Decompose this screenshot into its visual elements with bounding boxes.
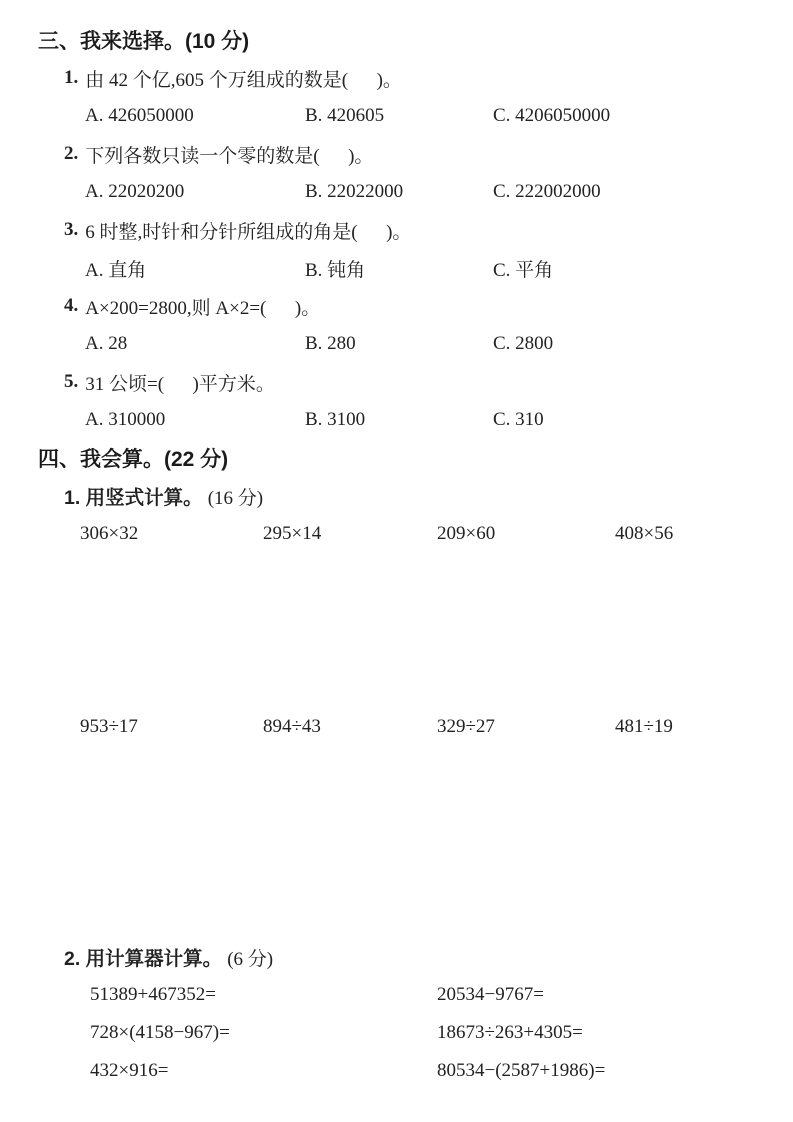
question-2-option-a: A. 22020200	[85, 181, 185, 202]
question-4-options	[0, 325, 793, 363]
expression: 18673÷263+4305=	[437, 1022, 583, 1043]
vertical-calc-row-multiplication	[0, 515, 793, 553]
question-5-stem	[0, 363, 793, 401]
vertical-calc-row-division	[0, 708, 793, 746]
choice-section-heading-text: 三、我来选择。(10 分)	[38, 30, 250, 53]
question-2-number: 2.	[64, 143, 79, 164]
question-1-stem	[0, 59, 793, 97]
question-4-option-a: A. 28	[85, 333, 128, 354]
question-4-option-b: B. 280	[305, 333, 356, 354]
expression: 306×32	[80, 523, 139, 544]
question-1-text: 由 42 个亿,605 个万组成的数是( )。	[85, 69, 402, 91]
question-3-number: 3.	[64, 219, 79, 240]
expression: 80534−(2587+1986)=	[437, 1060, 606, 1081]
choice-section-heading	[0, 21, 793, 59]
expression: 20534−9767=	[437, 984, 544, 1005]
vertical-calc-title-text: 1. 用竖式计算。	[64, 487, 203, 509]
calc-section-heading	[0, 439, 793, 477]
calculator-row-2	[0, 1014, 793, 1052]
question-4-number: 4.	[64, 295, 79, 316]
question-3-text: 6 时整,时针和分针所组成的角是( )。	[85, 221, 412, 243]
question-2-stem	[0, 135, 793, 173]
expression: 51389+467352=	[90, 984, 216, 1005]
expression: 728×(4158−967)=	[90, 1022, 230, 1043]
question-5-number: 5.	[64, 371, 79, 392]
expression: 953÷17	[80, 716, 138, 737]
question-5-options	[0, 401, 793, 439]
question-5-option-c: C. 310	[493, 409, 544, 430]
expression: 894÷43	[263, 716, 321, 737]
question-2-option-c: C. 222002000	[493, 181, 601, 202]
expression: 329÷27	[437, 716, 495, 737]
calculator-calc-score: (6 分)	[227, 948, 274, 970]
vertical-calc-title	[0, 477, 793, 515]
question-2-option-b: B. 22022000	[305, 181, 404, 202]
question-3-option-b: B. 钝角	[305, 259, 366, 281]
question-5-option-a: A. 310000	[85, 409, 166, 430]
expression: 432×916=	[90, 1060, 169, 1081]
question-1-option-b: B. 420605	[305, 105, 385, 126]
question-4-stem	[0, 287, 793, 325]
question-1-option-c: C. 4206050000	[493, 105, 611, 126]
question-3-option-a: A. 直角	[85, 259, 147, 281]
question-3-options	[0, 249, 793, 287]
question-2-text: 下列各数只读一个零的数是( )。	[85, 145, 374, 167]
question-2-options	[0, 173, 793, 211]
question-1-number: 1.	[64, 67, 79, 88]
expression: 295×14	[263, 523, 322, 544]
vertical-calc-score: (16 分)	[207, 487, 264, 509]
question-3-option-c: C. 平角	[493, 259, 554, 281]
question-4-text: A×200=2800,则 A×2=( )。	[85, 297, 321, 319]
question-4-option-c: C. 2800	[493, 333, 554, 354]
calculator-calc-title-text: 2. 用计算器计算。	[64, 948, 223, 970]
question-5-text: 31 公顷=( )平方米。	[85, 373, 275, 395]
calculator-row-3	[0, 1052, 793, 1090]
expression: 481÷19	[615, 716, 673, 737]
calculator-row-1	[0, 976, 793, 1014]
expression: 408×56	[615, 523, 674, 544]
calc-section-heading-text: 四、我会算。(22 分)	[38, 448, 229, 471]
expression: 209×60	[437, 523, 496, 544]
calculator-calc-title	[0, 938, 793, 976]
question-3-stem	[0, 211, 793, 249]
question-1-option-a: A. 426050000	[85, 105, 194, 126]
question-1-options	[0, 97, 793, 135]
question-5-option-b: B. 3100	[305, 409, 366, 430]
